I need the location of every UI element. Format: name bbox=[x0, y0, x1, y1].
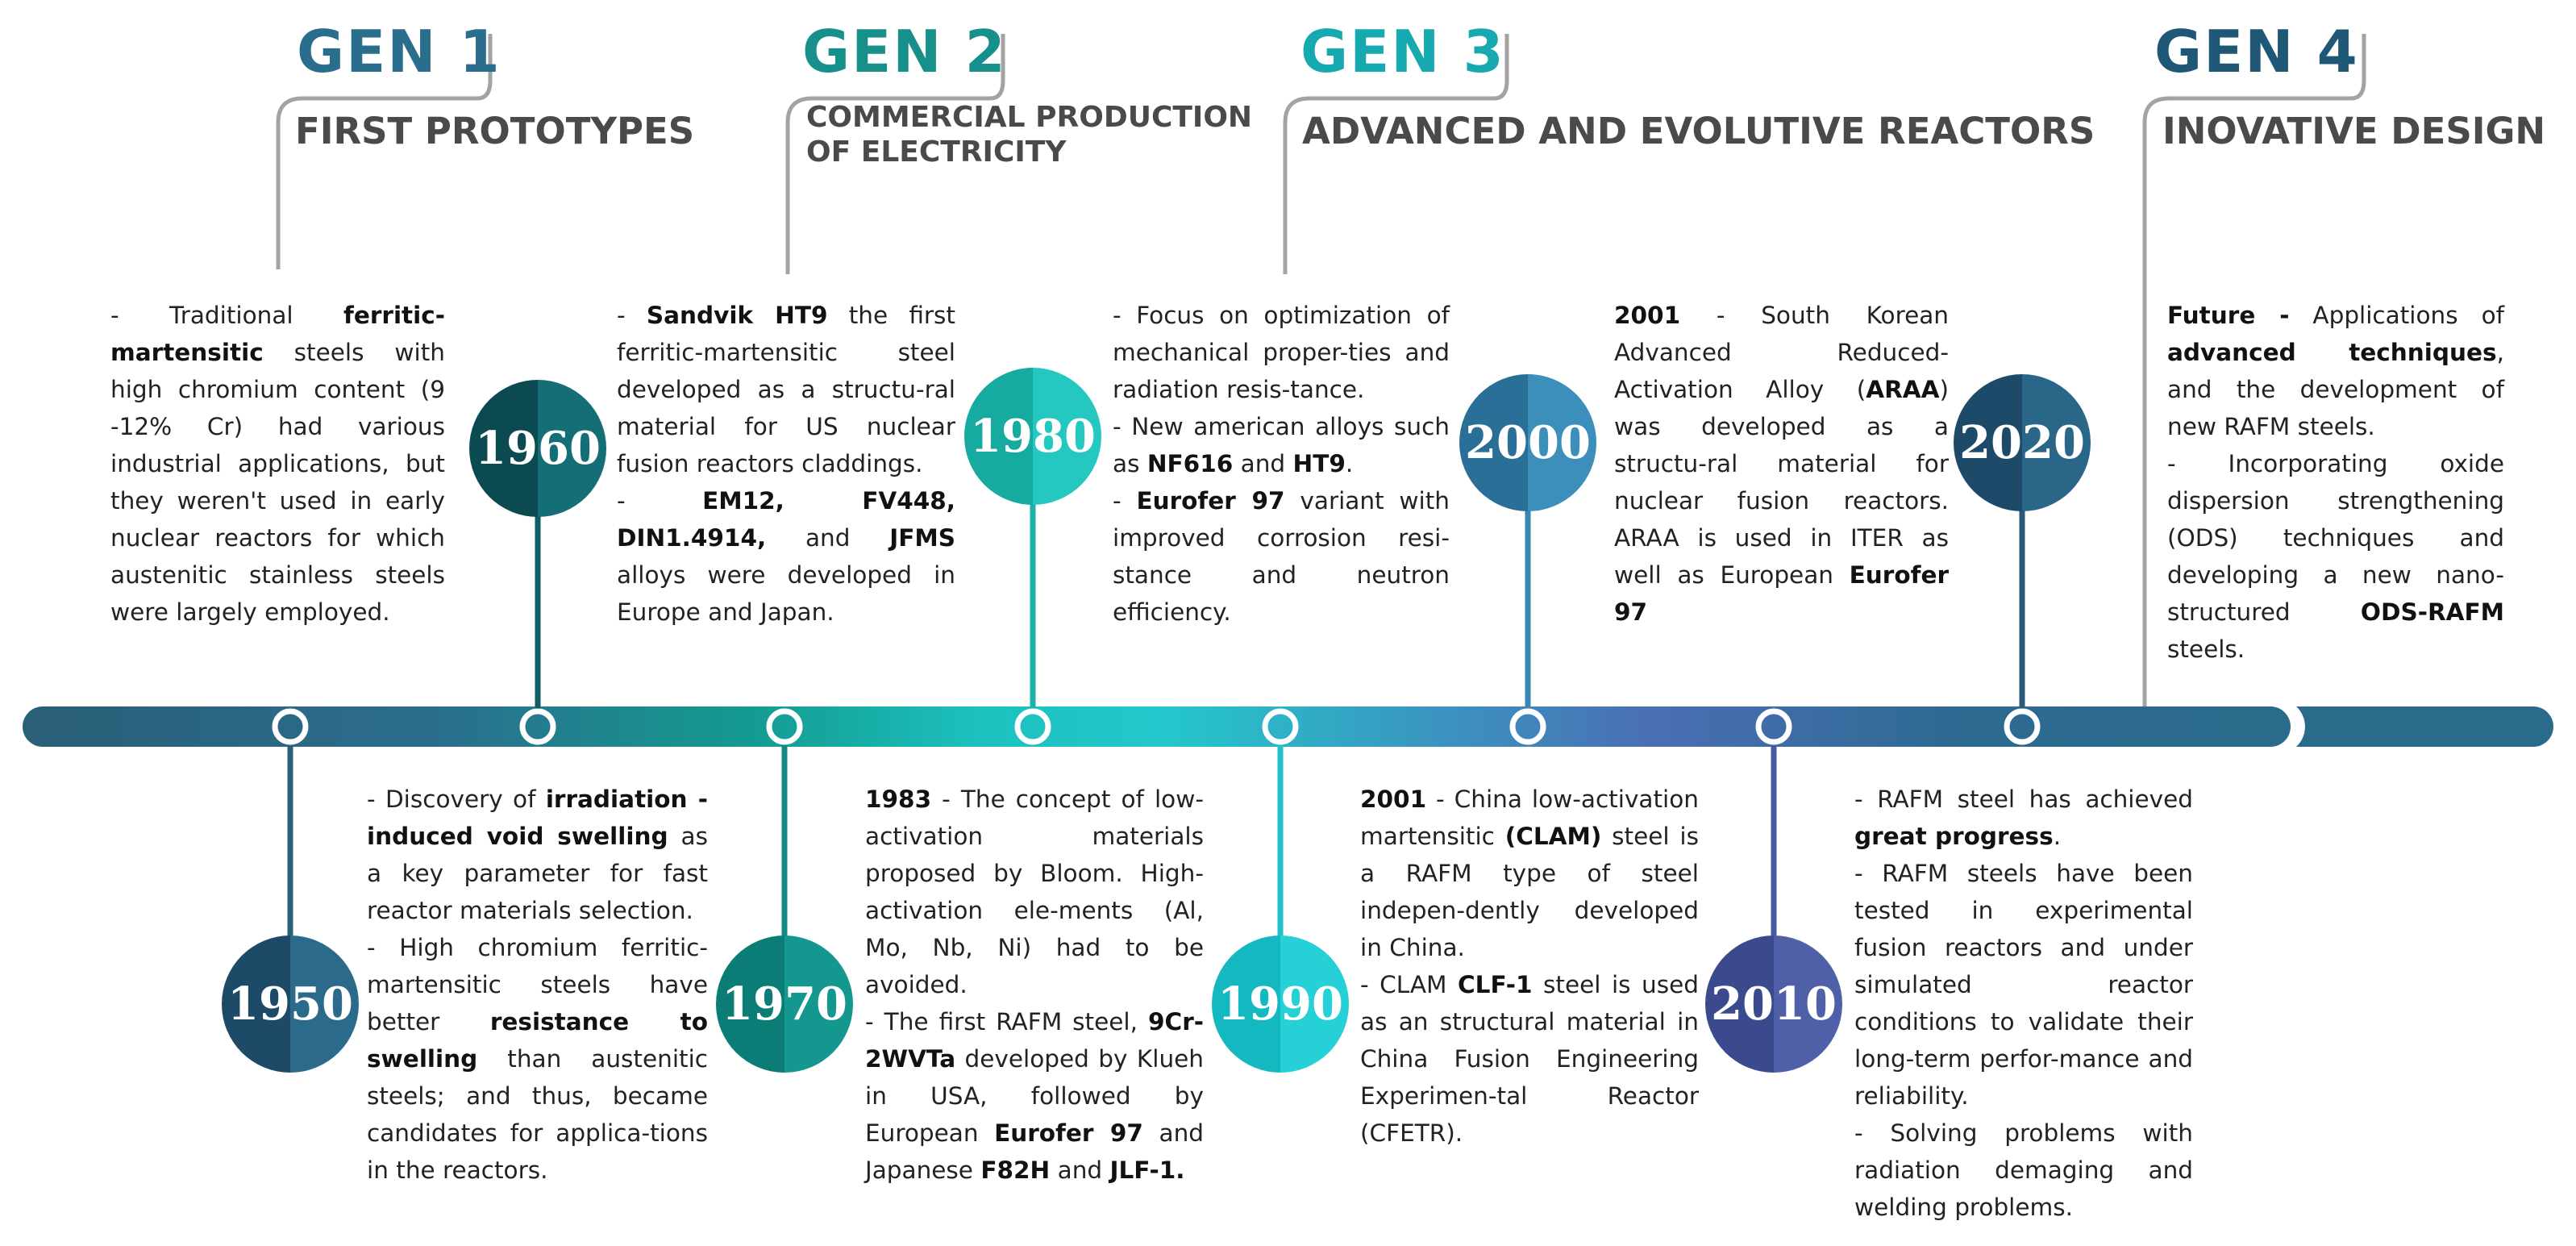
paragraph: 2001 - China low-activation martensitic (CLAM) steel is a RAFM type of steel indepen-dently developed in China. bbox=[1360, 786, 1699, 961]
paragraph: 1983 - The concept of low-activation materials proposed by Bloom. High-activation ele-ments (Al, Mo, Nb, Ni) had to be avoided. bbox=[865, 786, 1204, 998]
paragraph: - Incorporating oxide dispersion strengthening (ODS) techniques and developing a new nano-structured ODS-RAFM steels. bbox=[2167, 450, 2504, 663]
text-block-2001-top bbox=[1614, 297, 1949, 631]
gen1-title: GEN 1 bbox=[297, 18, 501, 85]
paragraph: - CLAM CLF-1 steel is used as an structural material in China Fusion Engineering Experimen-tal Reactor (CFETR). bbox=[1360, 971, 1699, 1147]
paragraph: - Sandvik HT9 the first ferritic-martensitic steel developed as a structu-ral material for US nuclear fusion reactors claddings. bbox=[617, 302, 955, 477]
year-label-1990: 1990 bbox=[1217, 977, 1343, 1031]
year-label-1960: 1960 bbox=[475, 422, 601, 475]
timeline-bar bbox=[23, 706, 2291, 747]
paragraph: 2001 - South Korean Advanced Reduced-Activation Alloy (ARAA) was developed as a structu-ral material for nuclear fusion reactors. ARAA is used in ITER as well as European Eurofer 97 bbox=[1614, 302, 1949, 626]
paragraph: - Discovery of irradiation -induced void swelling as a key parameter for fast reactor materials selection. bbox=[367, 786, 709, 924]
year-label-2000: 2000 bbox=[1465, 416, 1591, 469]
paragraph: - RAFM steels have been tested in experimental fusion reactors and under simulated reactor conditions to validate their long-term perfor-mance and reliability. bbox=[1854, 860, 2193, 1110]
paragraph: - The first RAFM steel, 9Cr-2WVTa developed by Klueh in USA, followed by European Eurofer 97 and Japanese F82H and JLF-1. bbox=[865, 1008, 1204, 1184]
gen2-subtitle bbox=[806, 100, 1252, 169]
year-label-1980: 1980 bbox=[970, 410, 1096, 463]
gen1-subtitle-line: FIRST PROTOTYPES bbox=[295, 110, 695, 152]
paragraph: - Eurofer 97 variant with improved corrosion resi-stance and neutron efficiency. bbox=[1113, 487, 1450, 626]
paragraph: Future - Applications of advanced techniques, and the development of new RAFM steels. bbox=[2167, 302, 2505, 440]
gen4-subtitle-line: INOVATIVE DESIGN bbox=[2162, 110, 2546, 152]
paragraph: - New american alloys such as NF616 and HT9. bbox=[1113, 413, 1450, 477]
text-block-1970-top bbox=[617, 297, 955, 631]
gen3-subtitle bbox=[1302, 110, 2095, 153]
gen2-subtitle-line-2: OF ELECTRICITY bbox=[806, 135, 1067, 169]
year-label-1970: 1970 bbox=[722, 977, 847, 1031]
gen2-title: GEN 2 bbox=[802, 18, 1007, 85]
paragraph: - Solving problems with radiation demaging and welding problems. bbox=[1854, 1119, 2193, 1221]
text-block-2010-bottom bbox=[1854, 781, 2193, 1226]
paragraph: - Focus on optimization of mechanical proper-ties and radiation resis-tance. bbox=[1113, 302, 1450, 403]
text-block-1960-bottom bbox=[367, 781, 708, 1189]
text-block-1983-bottom bbox=[865, 781, 1204, 1189]
paragraph: - EM12, FV448, DIN1.4914, and JFMS alloys were developed in Europe and Japan. bbox=[617, 487, 955, 626]
paragraph: - RAFM steel has achieved great progress. bbox=[1854, 786, 2193, 850]
text-block-1990-top bbox=[1113, 297, 1450, 631]
text-block-1950-top bbox=[110, 297, 445, 631]
gen2-subtitle-line-1: COMMERCIAL PRODUCTION bbox=[806, 101, 1253, 134]
paragraph: - Traditional ferritic-martensitic steels with high chromium content (9 -12% Cr) had various industrial applications, but they weren't used in early nuclear reactors for which austenitic stainless steels were largely employed. bbox=[110, 302, 445, 626]
year-label-2020: 2020 bbox=[1959, 416, 2085, 469]
gen1-subtitle bbox=[295, 110, 694, 153]
text-block-future-top bbox=[2167, 297, 2504, 668]
timeline-arrow-tail bbox=[2296, 706, 2553, 747]
year-label-1950: 1950 bbox=[227, 977, 353, 1031]
text-block-2001-bottom bbox=[1360, 781, 1699, 1152]
gen4-title: GEN 4 bbox=[2154, 18, 2359, 85]
gen3-subtitle-line: ADVANCED AND EVOLUTIVE REACTORS bbox=[1302, 110, 2095, 152]
gen3-title: GEN 3 bbox=[1300, 18, 1505, 85]
paragraph: - High chromium ferritic-martensitic steels have better resistance to swelling than austenitic steels; and thus, became candidates for applica-tions in the reactors. bbox=[367, 934, 708, 1184]
gen4-subtitle bbox=[2162, 110, 2545, 153]
year-label-2010: 2010 bbox=[1711, 977, 1837, 1031]
